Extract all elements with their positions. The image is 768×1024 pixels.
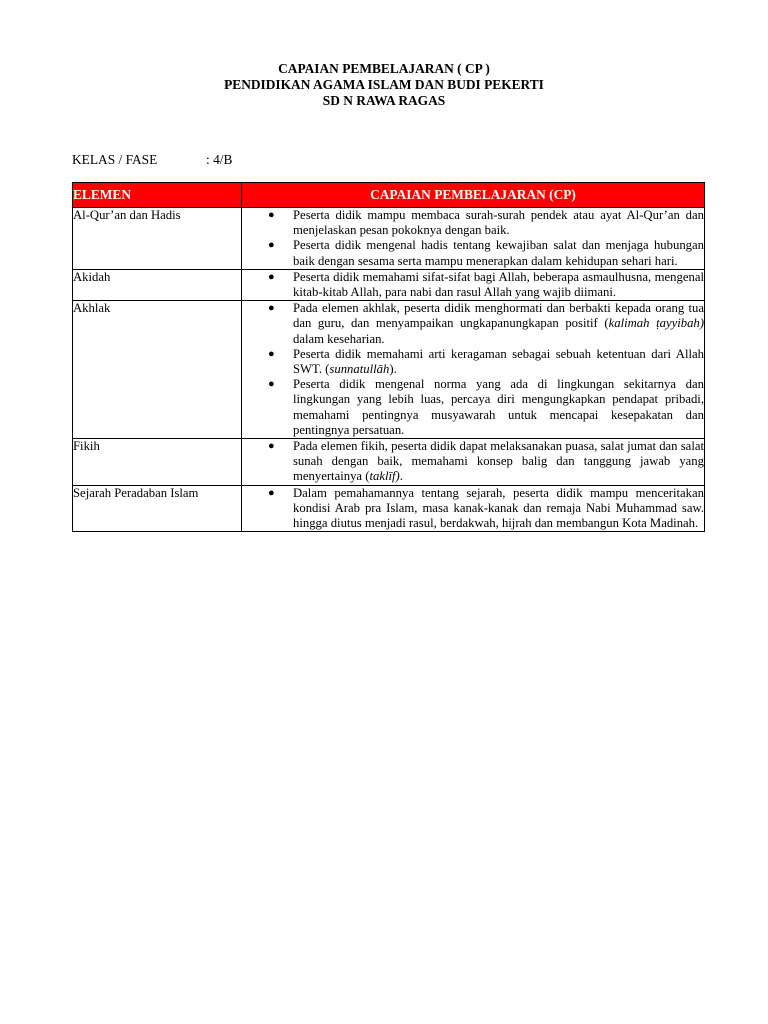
kelas-fase-value: : 4/B (206, 152, 233, 167)
cp-cell (242, 439, 705, 486)
elemen-cell: Fikih (73, 439, 242, 486)
elemen-cell: Sejarah Peradaban Islam (73, 485, 242, 532)
list-item: ● Pada elemen fikih, peserta didik dapat melaksanakan puasa, salat jumat dan salat sunah dengan baik, memahami konsep balig dan tanggung jawab yang menyertainya (taklīf). (268, 439, 704, 484)
bullet-icon: ● (268, 347, 275, 360)
bullet-icon: ● (268, 440, 275, 453)
list-item: ● Pada elemen akhlak, peserta didik menghormati dan berbakti kepada orang tua dan guru, dan menyampaikan ungkapanungkapan positif (kalimah ṭayyibah) dalam keseharian. (268, 301, 704, 346)
table-row (73, 208, 705, 270)
bullet-icon: ● (268, 239, 275, 252)
cp-cell (242, 485, 705, 532)
cp-cell (242, 269, 705, 300)
elemen-cell: Al-Qur’an dan Hadis (73, 208, 242, 270)
table-row (73, 485, 705, 532)
bullet-icon: ● (268, 486, 275, 499)
list-item: ● Peserta didik mengenal hadis tentang kewajiban salat dan menjaga hubungan baik dengan sesama serta mampu menerapkan dalam kehidupan sehari hari. (268, 238, 704, 268)
bullet-icon: ● (268, 378, 275, 391)
elemen-cell: Akhlak (73, 301, 242, 439)
kelas-fase-line (72, 152, 232, 168)
cp-table (72, 182, 705, 532)
header-cp: CAPAIAN PEMBELAJARAN (CP) (242, 183, 705, 208)
cp-cell (242, 301, 705, 439)
list-item: ● Peserta didik memahami arti keragaman sebagai sebuah ketentuan dari Allah SWT. (sunnatullāh). (268, 346, 704, 377)
bullet-icon: ● (268, 302, 275, 315)
title-line-school: SD N RAWA RAGAS (322, 93, 446, 108)
kelas-fase-label: KELAS / FASE (72, 152, 158, 167)
elemen-cell: Akidah (73, 269, 242, 300)
table-row (73, 301, 705, 439)
table-row (73, 439, 705, 486)
header-elemen: ELEMEN (73, 183, 242, 208)
list-item: ● Peserta didik mampu membaca surah-surah pendek atau ayat Al-Qur’an dan menjelaskan pesan pokoknya dengan baik. (268, 208, 704, 238)
table-header-row (73, 183, 705, 208)
bullet-icon: ● (268, 270, 275, 283)
list-item: ● Peserta didik memahami sifat-sifat bagi Allah, beberapa asmaulhusna, mengenal kitab-kitab Allah, para nabi dan rasul Allah yang wajib diimani. (268, 269, 704, 300)
table-row (73, 269, 705, 300)
title-line-subject: PENDIDIKAN AGAMA ISLAM DAN BUDI PEKERTI (224, 77, 544, 92)
list-item: ● Dalam pemahamannya tentang sejarah, peserta didik mampu menceritakan kondisi Arab pra Islam, masa kanak-kanak dan remaja Nabi Muhammad saw. hingga diutus menjadi rasul, berdakwah, hijrah dan membangun Kota Madinah. (268, 485, 704, 531)
title-line-cp: CAPAIAN PEMBELAJARAN ( CP ) (278, 61, 490, 76)
bullet-icon: ● (268, 209, 275, 221)
cp-cell (242, 208, 705, 270)
document-title (0, 61, 768, 109)
list-item: ● Peserta didik mengenal norma yang ada di lingkungan sekitarnya dan lingkungan yang lebih luas, percaya diri mengungkapkan pendapat pribadi, memahami pentingnya musyawarah untuk mencapai kesepakatan dan pentingnya persatuan. (268, 377, 704, 437)
